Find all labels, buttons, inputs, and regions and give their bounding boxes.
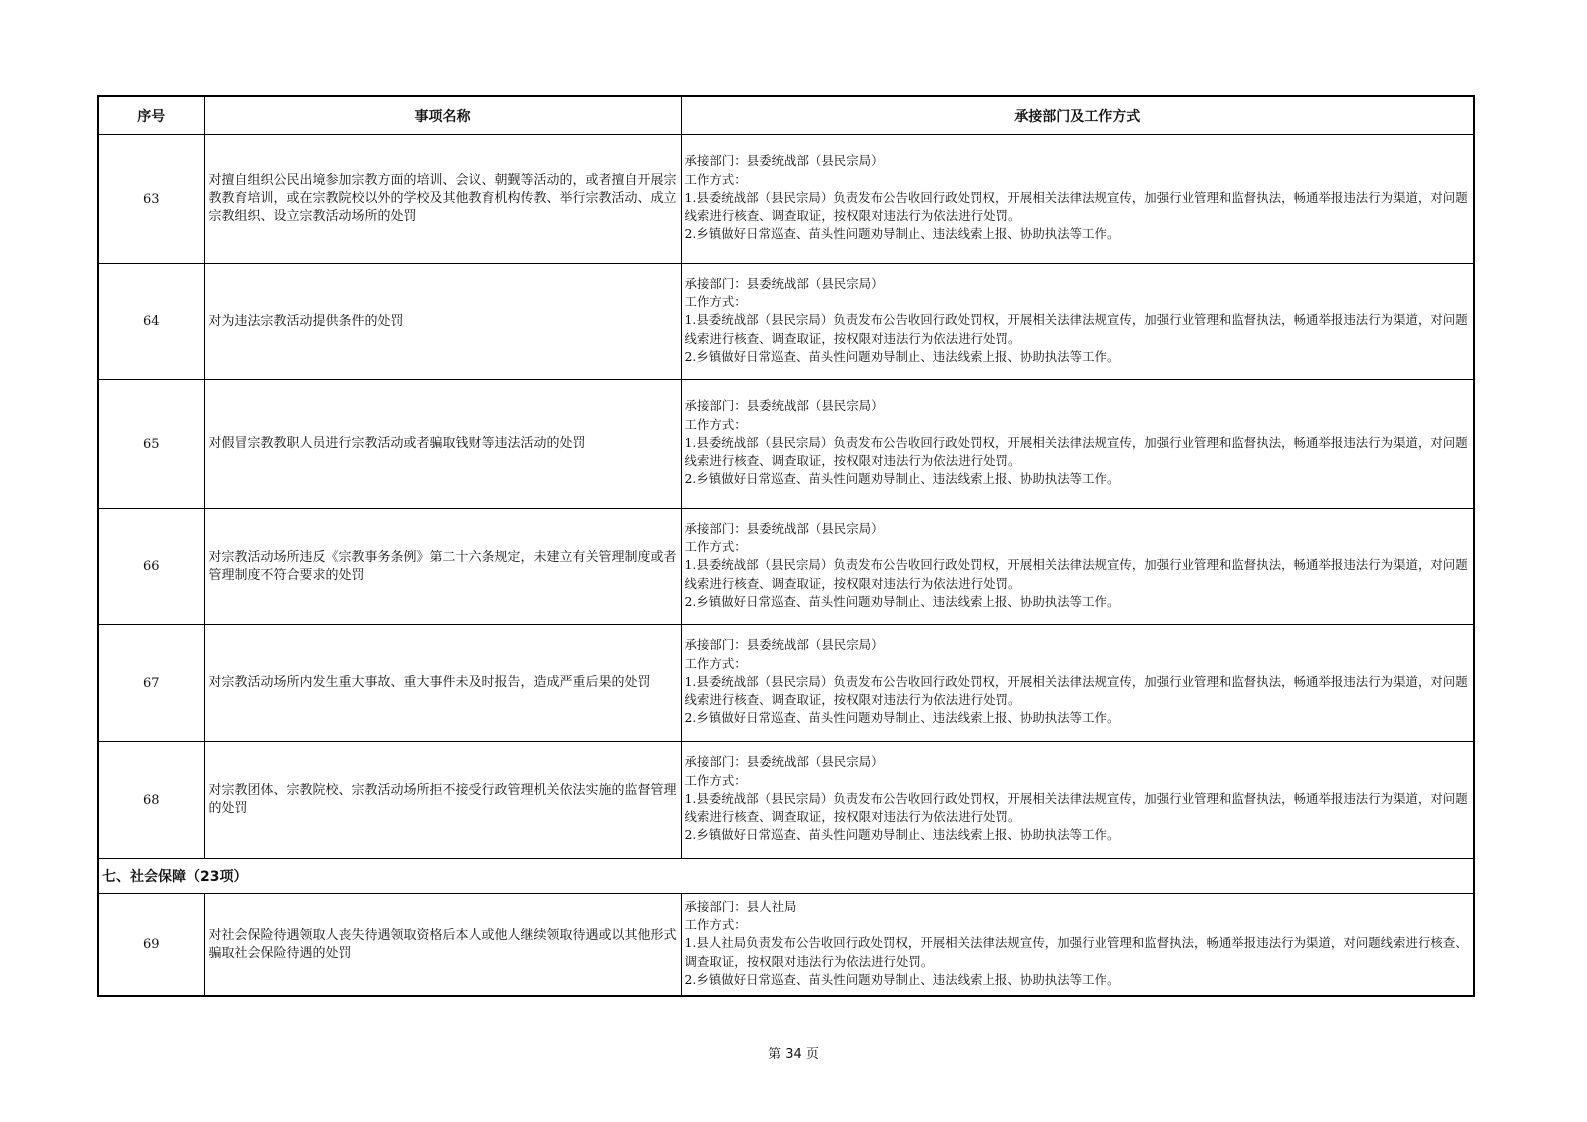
row-item-name: 对宗教活动场所内发生重大事故、重大事件未及时报告，造成严重后果的处罚 (204, 625, 681, 742)
row-seq: 64 (98, 264, 204, 380)
row-dept-method: 承接部门：县委统战部（县民宗局） 工作方式： 1.县委统战部（县民宗局）负责发布公告收回行政处罚权，开展相关法律法规宣传，加强行业管理和监督执法，畅通举报违法行为渠道，对问题线索进行核查、调查取证，按权限对违法行为依法进行处罚。 2.乡镇做好日常巡查、苗头性问题劝导制止、违法线索上报、协助执法等工作。 (681, 135, 1474, 264)
table-row (98, 509, 1474, 625)
table-row (98, 264, 1474, 380)
row-seq: 66 (98, 509, 204, 625)
row-dept-method: 承接部门：县委统战部（县民宗局） 工作方式： 1.县委统战部（县民宗局）负责发布公告收回行政处罚权，开展相关法律法规宣传，加强行业管理和监督执法，畅通举报违法行为渠道，对问题线索进行核查、调查取证，按权限对违法行为依法进行处罚。 2.乡镇做好日常巡查、苗头性问题劝导制止、违法线索上报、协助执法等工作。 (681, 380, 1474, 509)
row-item-name: 对假冒宗教教职人员进行宗教活动或者骗取钱财等违法活动的处罚 (204, 380, 681, 509)
header-dept: 承接部门及工作方式 (681, 96, 1474, 135)
header-name: 事项名称 (204, 96, 681, 135)
table-row (98, 625, 1474, 742)
header-seq: 序号 (98, 96, 204, 135)
row-seq: 65 (98, 380, 204, 509)
row-item-name: 对为违法宗教活动提供条件的处罚 (204, 264, 681, 380)
row-seq: 68 (98, 742, 204, 859)
row-item-name: 对擅自组织公民出境参加宗教方面的培训、会议、朝觐等活动的，或者擅自开展宗教教育培训，或在宗教院校以外的学校及其他教育机构传教、举行宗教活动、成立宗教组织、设立宗教活动场所的处罚 (204, 135, 681, 264)
section-heading: 七、社会保障（23项） (98, 859, 1474, 894)
table-row (98, 894, 1474, 997)
row-seq: 69 (98, 894, 204, 997)
items-table (97, 95, 1475, 997)
page-number: 第 34 页 (768, 1047, 819, 1062)
row-seq: 67 (98, 625, 204, 742)
row-dept-method: 承接部门：县委统战部（县民宗局） 工作方式： 1.县委统战部（县民宗局）负责发布公告收回行政处罚权，开展相关法律法规宣传，加强行业管理和监督执法，畅通举报违法行为渠道，对问题线索进行核查、调查取证，按权限对违法行为依法进行处罚。 2.乡镇做好日常巡查、苗头性问题劝导制止、违法线索上报、协助执法等工作。 (681, 509, 1474, 625)
row-dept-method: 承接部门：县委统战部（县民宗局） 工作方式： 1.县委统战部（县民宗局）负责发布公告收回行政处罚权，开展相关法律法规宣传，加强行业管理和监督执法，畅通举报违法行为渠道，对问题线索进行核查、调查取证，按权限对违法行为依法进行处罚。 2.乡镇做好日常巡查、苗头性问题劝导制止、违法线索上报、协助执法等工作。 (681, 742, 1474, 859)
row-item-name: 对宗教活动场所违反《宗教事务条例》第二十六条规定，未建立有关管理制度或者管理制度不符合要求的处罚 (204, 509, 681, 625)
row-item-name: 对宗教团体、宗教院校、宗教活动场所拒不接受行政管理机关依法实施的监督管理的处罚 (204, 742, 681, 859)
table-row (98, 135, 1474, 264)
row-dept-method: 承接部门：县人社局 工作方式： 1.县人社局负责发布公告收回行政处罚权，开展相关法律法规宣传，加强行业管理和监督执法，畅通举报违法行为渠道，对问题线索进行核查、调查取证，按权限对违法行为依法进行处罚。 2.乡镇做好日常巡查、苗头性问题劝导制止、违法线索上报、协助执法等工作。 (681, 894, 1474, 997)
table-row (98, 742, 1474, 859)
table-header-row (98, 96, 1474, 135)
section-row (98, 859, 1474, 894)
row-dept-method: 承接部门：县委统战部（县民宗局） 工作方式： 1.县委统战部（县民宗局）负责发布公告收回行政处罚权，开展相关法律法规宣传，加强行业管理和监督执法，畅通举报违法行为渠道，对问题线索进行核查、调查取证，按权限对违法行为依法进行处罚。 2.乡镇做好日常巡查、苗头性问题劝导制止、违法线索上报、协助执法等工作。 (681, 625, 1474, 742)
table-row (98, 380, 1474, 509)
row-seq: 63 (98, 135, 204, 264)
row-dept-method: 承接部门：县委统战部（县民宗局） 工作方式： 1.县委统战部（县民宗局）负责发布公告收回行政处罚权，开展相关法律法规宣传，加强行业管理和监督执法，畅通举报违法行为渠道，对问题线索进行核查、调查取证，按权限对违法行为依法进行处罚。 2.乡镇做好日常巡查、苗头性问题劝导制止、违法线索上报、协助执法等工作。 (681, 264, 1474, 380)
row-item-name: 对社会保险待遇领取人丧失待遇领取资格后本人或他人继续领取待遇或以其他形式骗取社会保险待遇的处罚 (204, 894, 681, 997)
